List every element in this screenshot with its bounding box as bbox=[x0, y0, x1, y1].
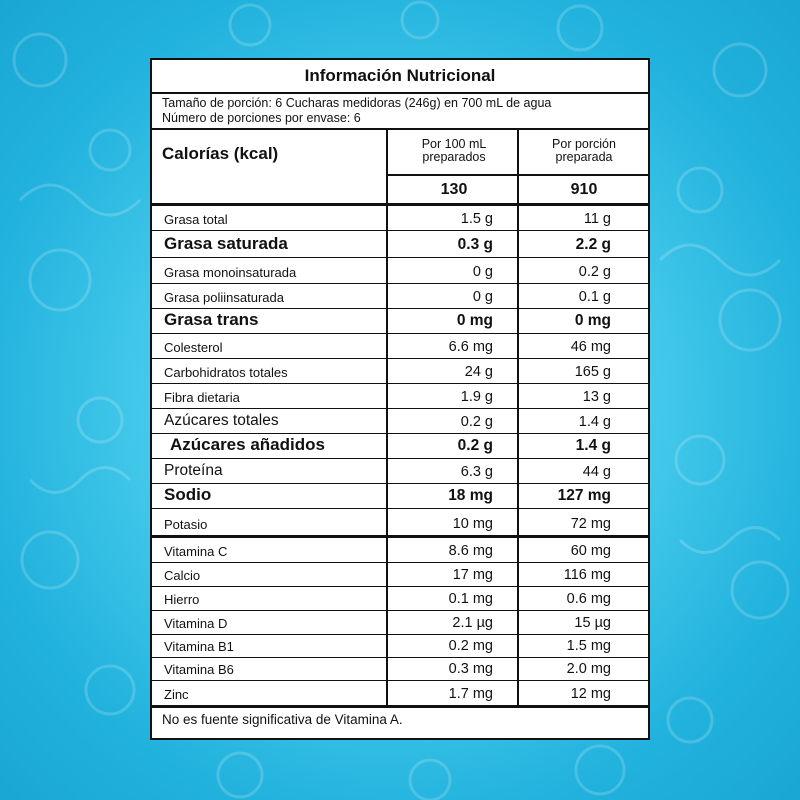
nutrient-name: Colesterol bbox=[164, 340, 223, 355]
servings-per-container: Número de porciones por envase: 6 bbox=[162, 111, 361, 125]
nutrient-name: Grasa total bbox=[164, 212, 228, 227]
table-row bbox=[152, 538, 648, 563]
calories-label: Calorías (kcal) bbox=[162, 144, 279, 163]
value-per-serving: 0.1 g bbox=[578, 289, 611, 305]
value-per-serving: 60 mg bbox=[570, 543, 611, 559]
nutrient-name: Grasa saturada bbox=[164, 234, 288, 253]
value-per-100ml: 8.6 mg bbox=[448, 543, 493, 559]
value-per-100ml: 0.2 g bbox=[457, 437, 493, 454]
table-row bbox=[152, 434, 648, 459]
col-header-per-serving: Por porción preparada bbox=[552, 137, 616, 164]
table-row bbox=[152, 258, 648, 284]
value-per-100ml: 1.7 mg bbox=[448, 686, 493, 702]
value-per-serving: 72 mg bbox=[570, 516, 611, 532]
table-row bbox=[152, 284, 648, 309]
value-per-100ml: 0 g bbox=[472, 264, 493, 280]
table-row bbox=[152, 409, 648, 434]
value-per-100ml: 0.3 g bbox=[457, 236, 493, 253]
value-per-serving: 46 mg bbox=[570, 339, 611, 355]
table-row bbox=[152, 587, 648, 611]
value-per-serving: 2.0 mg bbox=[566, 661, 611, 677]
col-header-per-100ml: Por 100 mL preparados bbox=[421, 137, 487, 164]
value-per-100ml: 0.1 mg bbox=[448, 591, 493, 607]
value-per-100ml: 1.5 g bbox=[460, 211, 493, 227]
value-per-100ml: 0.3 mg bbox=[448, 661, 493, 677]
value-per-100ml: 24 g bbox=[464, 364, 493, 380]
value-per-serving: 165 g bbox=[574, 364, 611, 380]
table-row bbox=[152, 484, 648, 509]
value-per-serving: 11 g bbox=[583, 211, 611, 227]
value-per-100ml: 10 mg bbox=[452, 516, 493, 532]
nutrient-name: Grasa trans bbox=[164, 310, 259, 329]
table-row bbox=[152, 459, 648, 484]
value-per-serving: 0.6 mg bbox=[566, 591, 611, 607]
nutrient-name: Proteína bbox=[164, 462, 223, 479]
serving-info bbox=[162, 94, 642, 130]
nutrient-name: Sodio bbox=[164, 485, 212, 504]
value-per-serving: 13 g bbox=[582, 389, 611, 405]
calories-per-serving: 910 bbox=[570, 181, 598, 198]
table-row bbox=[152, 611, 648, 635]
value-per-serving: 12 mg bbox=[570, 686, 611, 702]
value-per-serving: 0 mg bbox=[574, 312, 611, 329]
value-per-serving: 1.4 g bbox=[578, 414, 611, 430]
nutrient-name: Fibra dietaria bbox=[164, 390, 240, 405]
nutrient-name: Vitamina C bbox=[164, 544, 228, 559]
table-row bbox=[152, 658, 648, 681]
value-per-serving: 127 mg bbox=[557, 487, 611, 504]
value-per-100ml: 1.9 g bbox=[460, 389, 493, 405]
nutrient-name: Vitamina D bbox=[164, 616, 228, 631]
label-title: Información Nutricional bbox=[152, 60, 648, 94]
nutrient-name: Grasa monoinsaturada bbox=[164, 265, 297, 280]
value-per-serving: 1.5 mg bbox=[566, 638, 611, 654]
nutrient-name: Hierro bbox=[164, 592, 200, 607]
table-row bbox=[152, 231, 648, 258]
value-per-100ml: 0.2 mg bbox=[448, 638, 493, 654]
table-row bbox=[152, 509, 648, 535]
nutrient-name: Azúcares totales bbox=[164, 412, 279, 429]
value-per-serving: 2.2 g bbox=[575, 236, 611, 253]
value-per-serving: 44 g bbox=[582, 464, 611, 480]
value-per-100ml: 0.2 g bbox=[460, 414, 493, 430]
table-row bbox=[152, 384, 648, 409]
value-per-100ml: 6.6 mg bbox=[448, 339, 493, 355]
value-per-100ml: 6.3 g bbox=[460, 464, 493, 480]
table-row bbox=[152, 334, 648, 359]
nutrition-label bbox=[150, 58, 650, 740]
table-row bbox=[152, 563, 648, 587]
nutrient-name: Grasa poliinsaturada bbox=[164, 290, 284, 305]
vitamins-table bbox=[152, 538, 648, 708]
table-row bbox=[152, 681, 648, 705]
calories-per-100ml: 130 bbox=[440, 181, 468, 198]
nutrient-name: Potasio bbox=[164, 517, 208, 532]
nutrients-table bbox=[152, 206, 648, 538]
nutrient-name: Calcio bbox=[164, 568, 201, 583]
value-per-serving: 0.2 g bbox=[578, 264, 611, 280]
footnote: No es fuente significativa de Vitamina A. bbox=[162, 712, 403, 727]
value-per-100ml: 18 mg bbox=[448, 487, 493, 504]
table-row bbox=[152, 206, 648, 231]
value-per-100ml: 17 mg bbox=[452, 567, 493, 583]
calories-header bbox=[152, 128, 648, 206]
serving-size: Tamaño de porción: 6 Cucharas medidoras (246g) en 700 mL de agua bbox=[162, 96, 552, 110]
value-per-serving: 15 µg bbox=[574, 615, 611, 631]
table-row bbox=[152, 309, 648, 334]
value-per-100ml: 0 mg bbox=[456, 312, 493, 329]
value-per-serving: 116 mg bbox=[563, 567, 611, 583]
table-row bbox=[152, 359, 648, 384]
table-row bbox=[152, 635, 648, 658]
nutrient-name: Vitamina B6 bbox=[164, 662, 234, 677]
nutrient-name: Azúcares añadidos bbox=[170, 435, 325, 454]
value-per-serving: 1.4 g bbox=[575, 437, 611, 454]
nutrient-name: Carbohidratos totales bbox=[164, 365, 288, 380]
nutrient-name: Vitamina B1 bbox=[164, 639, 234, 654]
value-per-100ml: 0 g bbox=[472, 289, 493, 305]
value-per-100ml: 2.1 µg bbox=[452, 615, 493, 631]
nutrient-name: Zinc bbox=[164, 687, 189, 702]
